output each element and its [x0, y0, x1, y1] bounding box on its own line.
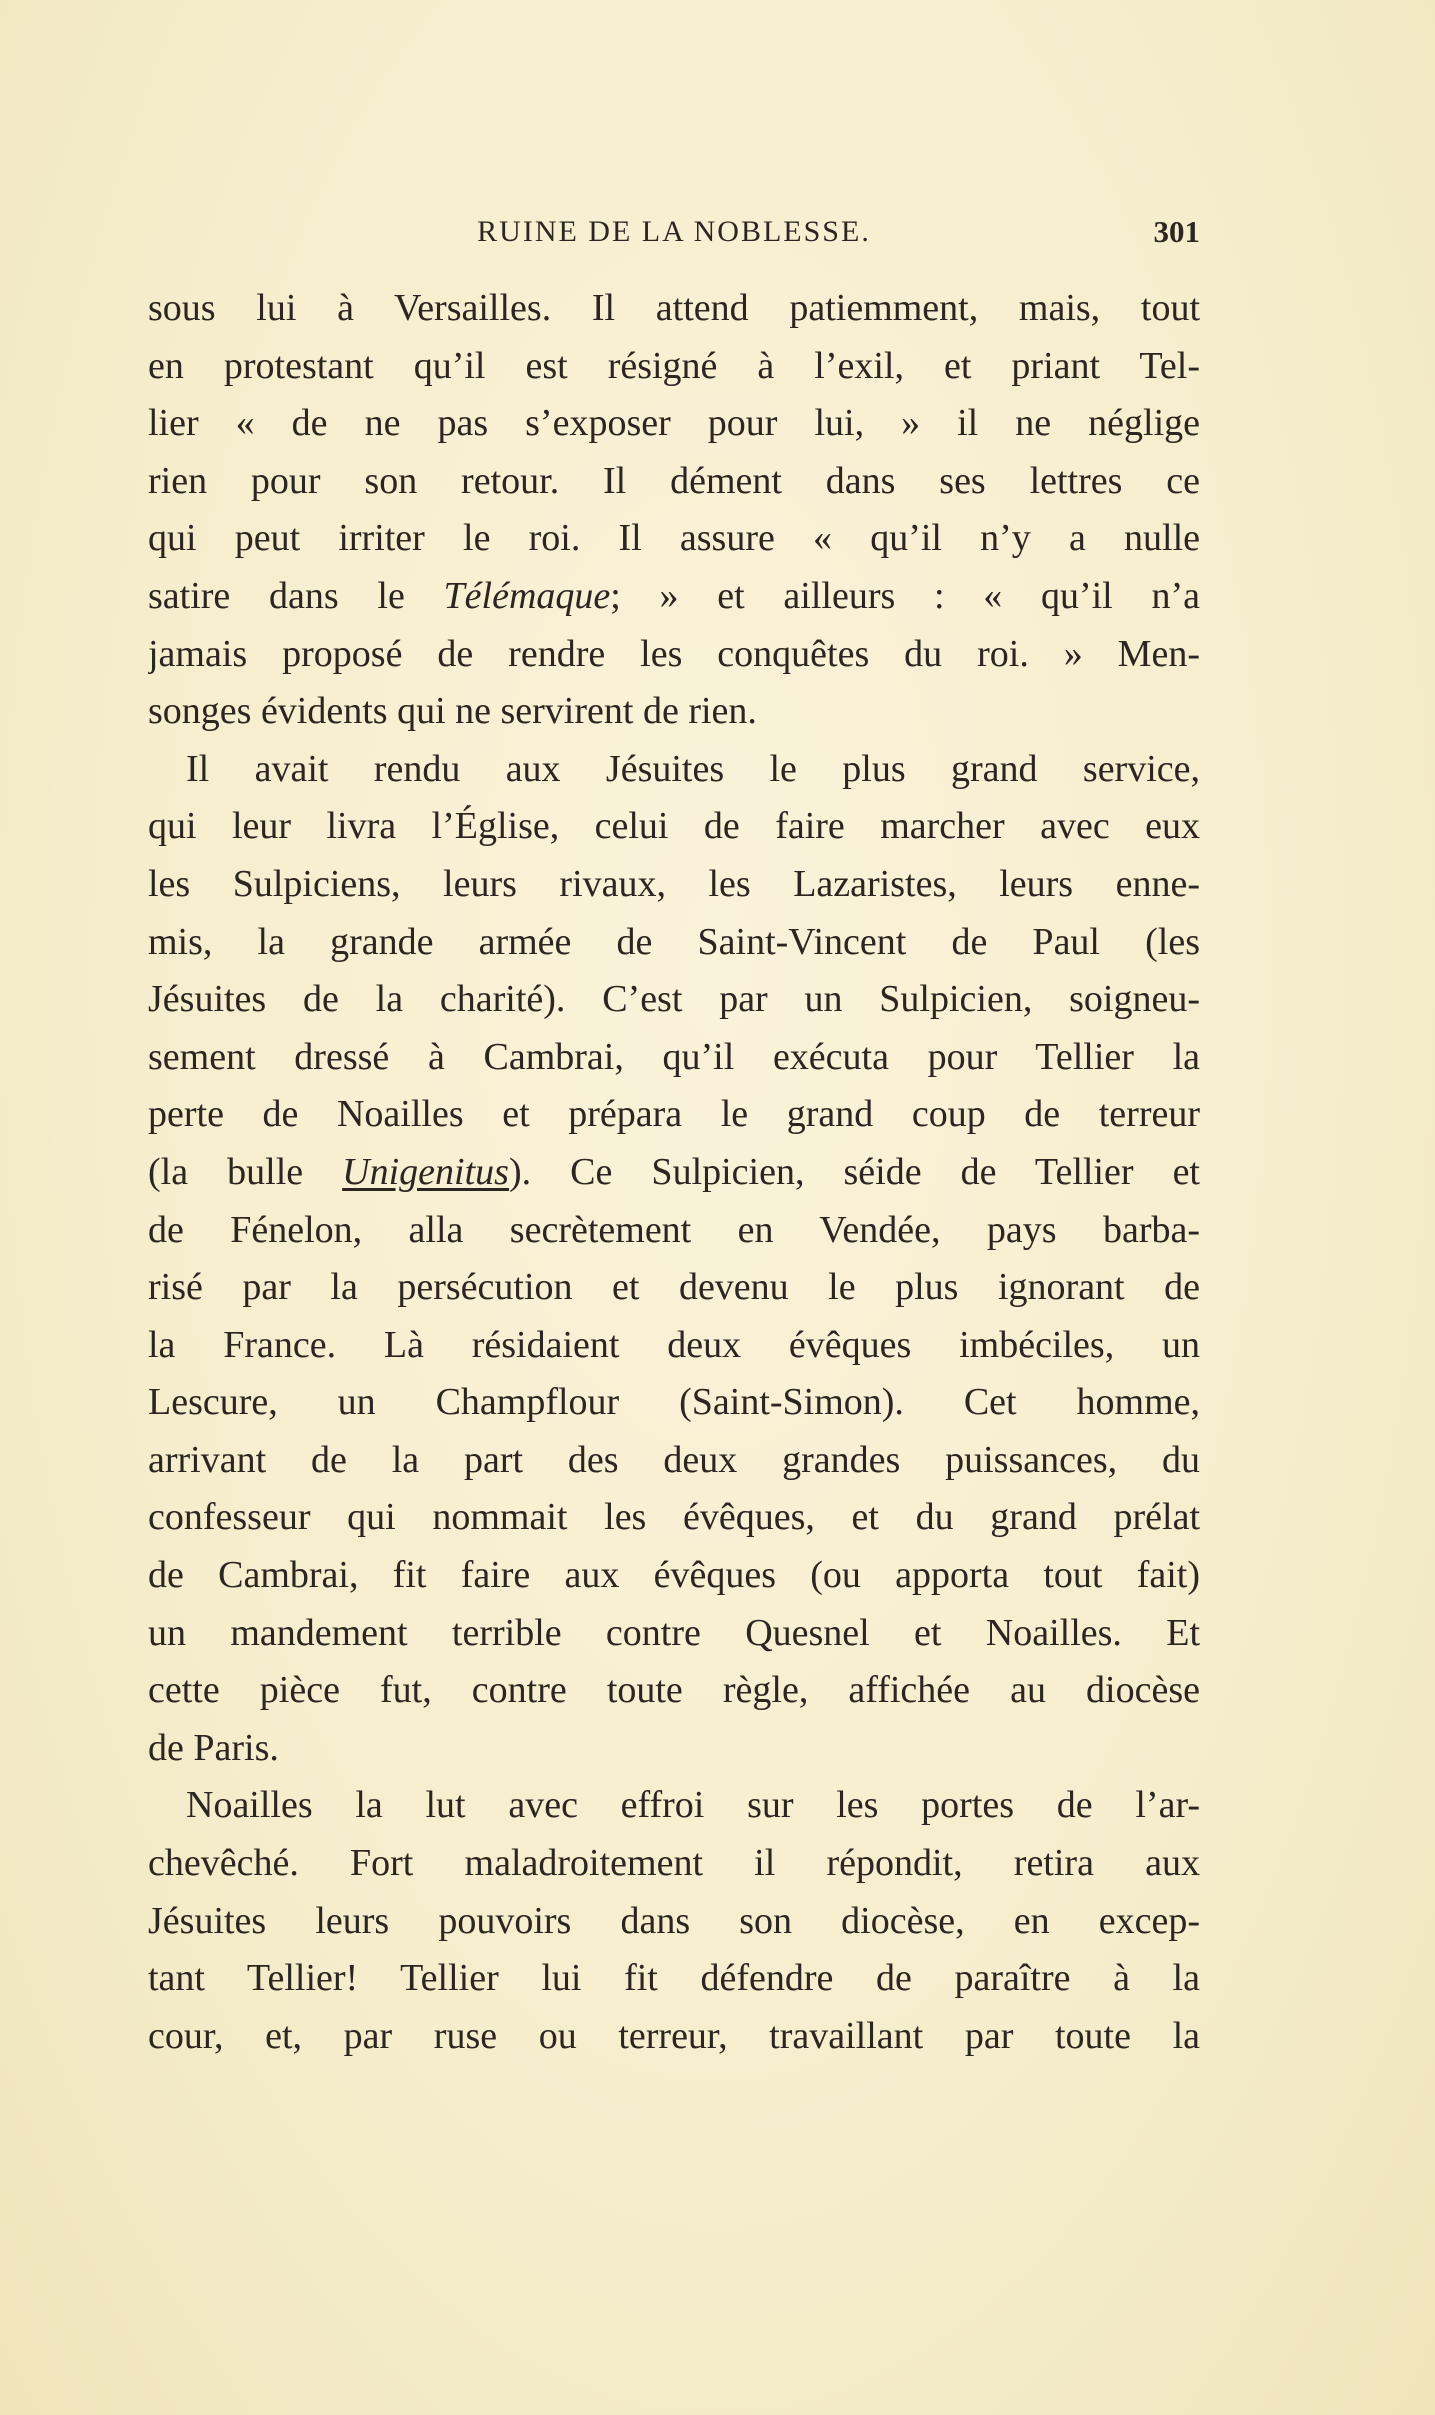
running-title: RUINE DE LA NOBLESSE. [477, 215, 871, 248]
paragraph-3 [148, 1777, 1200, 2065]
text-line: risé par la persécution et devenu le plus ignorant de [148, 1266, 1200, 1309]
text-line: songes évidents qui ne servirent de rien. [148, 690, 757, 733]
text-line: Il avait rendu aux Jésuites le plus grand service, [186, 747, 1200, 790]
text-line: Jésuites leurs pouvoirs dans son diocèse, en excep- [148, 1899, 1200, 1942]
text-line: les Sulpiciens, leurs rivaux, les Lazaristes, leurs enne- [148, 862, 1200, 905]
text-line: Noailles la lut avec effroi sur les portes de l’ar- [186, 1784, 1200, 1827]
italic-title: Unigenitus [342, 1150, 509, 1193]
text-line-with-title: satire dans le Télémaque; » et ailleurs : « qu’il n’a [148, 574, 1200, 617]
text-line: jamais proposé de rendre les conquêtes du roi. » Men- [148, 632, 1200, 675]
text-line: en protestant qu’il est résigné à l’exil, et priant Tel- [148, 344, 1200, 387]
text-line: de Paris. [148, 1726, 279, 1769]
paragraph-2 [148, 741, 1200, 1778]
body-text [148, 280, 1200, 2065]
text-line: cette pièce fut, contre toute règle, affichée au diocèse [148, 1669, 1200, 1712]
running-head [148, 212, 1200, 252]
text-line: confesseur qui nommait les évêques, et du grand prélat [148, 1496, 1200, 1539]
text-line: perte de Noailles et prépara le grand coup de terreur [148, 1093, 1200, 1136]
text-line: qui peut irriter le roi. Il assure « qu’il n’y a nulle [148, 517, 1200, 560]
text-line: qui leur livra l’Église, celui de faire marcher avec eux [148, 805, 1200, 848]
text-line: mis, la grande armée de Saint-Vincent de Paul (les [148, 920, 1200, 963]
text-line: tant Tellier! Tellier lui fit défendre de paraître à la [148, 1957, 1200, 2000]
text-line-with-title: (la bulle Unigenitus). Ce Sulpicien, séide de Tellier et [148, 1150, 1200, 1193]
text-line: Lescure, un Champflour (Saint-Simon). Cet homme, [148, 1381, 1200, 1424]
text-line: la France. Là résidaient deux évêques imbéciles, un [148, 1323, 1200, 1366]
text-line: arrivant de la part des deux grandes puissances, du [148, 1438, 1200, 1481]
text-line: sous lui à Versailles. Il attend patiemment, mais, tout [148, 287, 1200, 329]
text-line: cour, et, par ruse ou terreur, travaillant par toute la [148, 2014, 1200, 2057]
italic-title: Télémaque [443, 574, 611, 617]
paragraph-1 [148, 280, 1200, 741]
text-line: Jésuites de la charité). C’est par un Sulpicien, soigneu- [148, 978, 1200, 1021]
text-line: de Cambrai, fit faire aux évêques (ou apporta tout fait) [148, 1554, 1200, 1597]
text-line: lier « de ne pas s’exposer pour lui, » il ne néglige [148, 402, 1200, 445]
text-line: de Fénelon, alla secrètement en Vendée, pays barba- [148, 1208, 1200, 1251]
text-line: chevêché. Fort maladroitement il répondit, retira aux [148, 1842, 1200, 1885]
page-number: 301 [1153, 214, 1200, 249]
text-line: rien pour son retour. Il dément dans ses lettres ce [148, 459, 1200, 502]
text-line: sement dressé à Cambrai, qu’il exécuta pour Tellier la [148, 1035, 1200, 1078]
text-line: un mandement terrible contre Quesnel et Noailles. Et [148, 1611, 1200, 1654]
